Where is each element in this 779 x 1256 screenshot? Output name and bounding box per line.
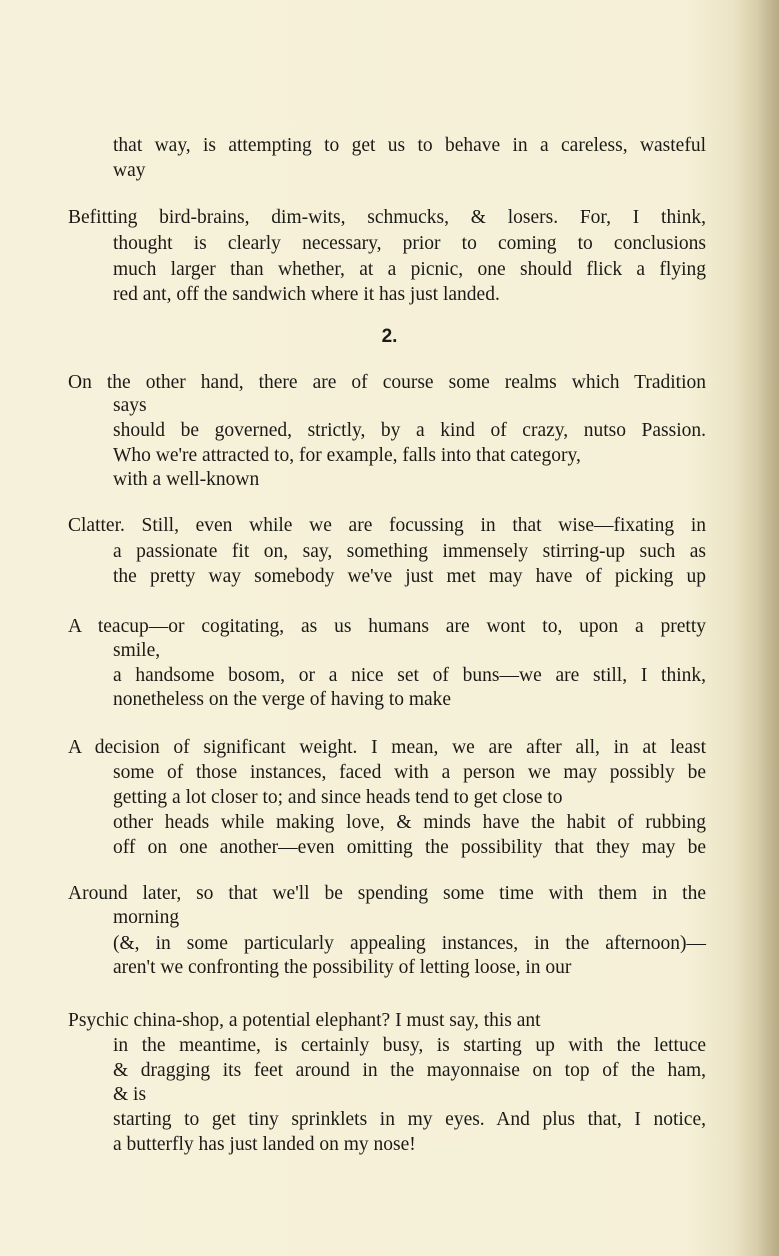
text-line: aren't we confronting the possibility of letting loose, in our (113, 957, 572, 978)
text-line: a passionate fit on, say, something immensely stirring-up such as (113, 541, 706, 562)
text-line: that way, is attempting to get us to behave in a careless, wasteful (113, 135, 706, 156)
text-line: red ant, off the sandwich where it has just landed. (113, 284, 500, 305)
text-line: should be governed, strictly, by a kind of crazy, nutso Passion. (113, 420, 706, 441)
text-line: off on one another—even omitting the possibility that they may be (113, 837, 706, 858)
text-line: with a well-known (113, 469, 260, 490)
text-line: & is (113, 1084, 147, 1105)
text-line: some of those instances, faced with a person we may possibly be (113, 762, 706, 783)
book-spine-shadow (757, 0, 779, 1256)
text-line: much larger than whether, at a picnic, one should flick a flying (113, 259, 706, 280)
text-line: starting to get tiny sprinklets in my eyes. And plus that, I notice, (113, 1109, 706, 1130)
text-line: Clatter. Still, even while we are focussing in that wise—fixating in (68, 515, 706, 536)
section-number: 2. (381, 326, 398, 347)
text-line: the pretty way somebody we've just met may have of picking up (113, 566, 706, 587)
text-line: thought is clearly necessary, prior to coming to conclusions (113, 233, 706, 254)
text-line: getting a lot closer to; and since heads tend to get close to (113, 787, 563, 808)
text-line: Who we're attracted to, for example, falls into that category, (113, 445, 581, 466)
text-line: A decision of significant weight. I mean, we are after all, in at least (68, 737, 706, 758)
text-line: Around later, so that we'll be spending some time with them in the (68, 883, 706, 904)
text-line: a butterfly has just landed on my nose! (113, 1134, 416, 1155)
text-line: (&, in some particularly appealing instances, in the afternoon)— (113, 933, 706, 954)
text-line: smile, (113, 640, 161, 661)
text-line: & dragging its feet around in the mayonnaise on top of the ham, (113, 1060, 706, 1081)
text-line: says (113, 395, 147, 416)
text-line: nonetheless on the verge of having to make (113, 689, 452, 710)
text-line: Psychic china-shop, a potential elephant? I must say, this ant (68, 1010, 541, 1031)
text-line: in the meantime, is certainly busy, is starting up with the lettuce (113, 1035, 706, 1056)
text-line: other heads while making love, & minds have the habit of rubbing (113, 812, 706, 833)
text-line: Befitting bird-brains, dim-wits, schmucks, & losers. For, I think, (68, 207, 706, 228)
text-line: A teacup—or cogitating, as us humans are wont to, upon a pretty (68, 616, 706, 637)
text-line: On the other hand, there are of course some realms which Tradition (68, 372, 706, 393)
text-line: morning (113, 907, 180, 928)
text-line: a handsome bosom, or a nice set of buns—we are still, I think, (113, 665, 706, 686)
text-line: way (113, 160, 146, 181)
